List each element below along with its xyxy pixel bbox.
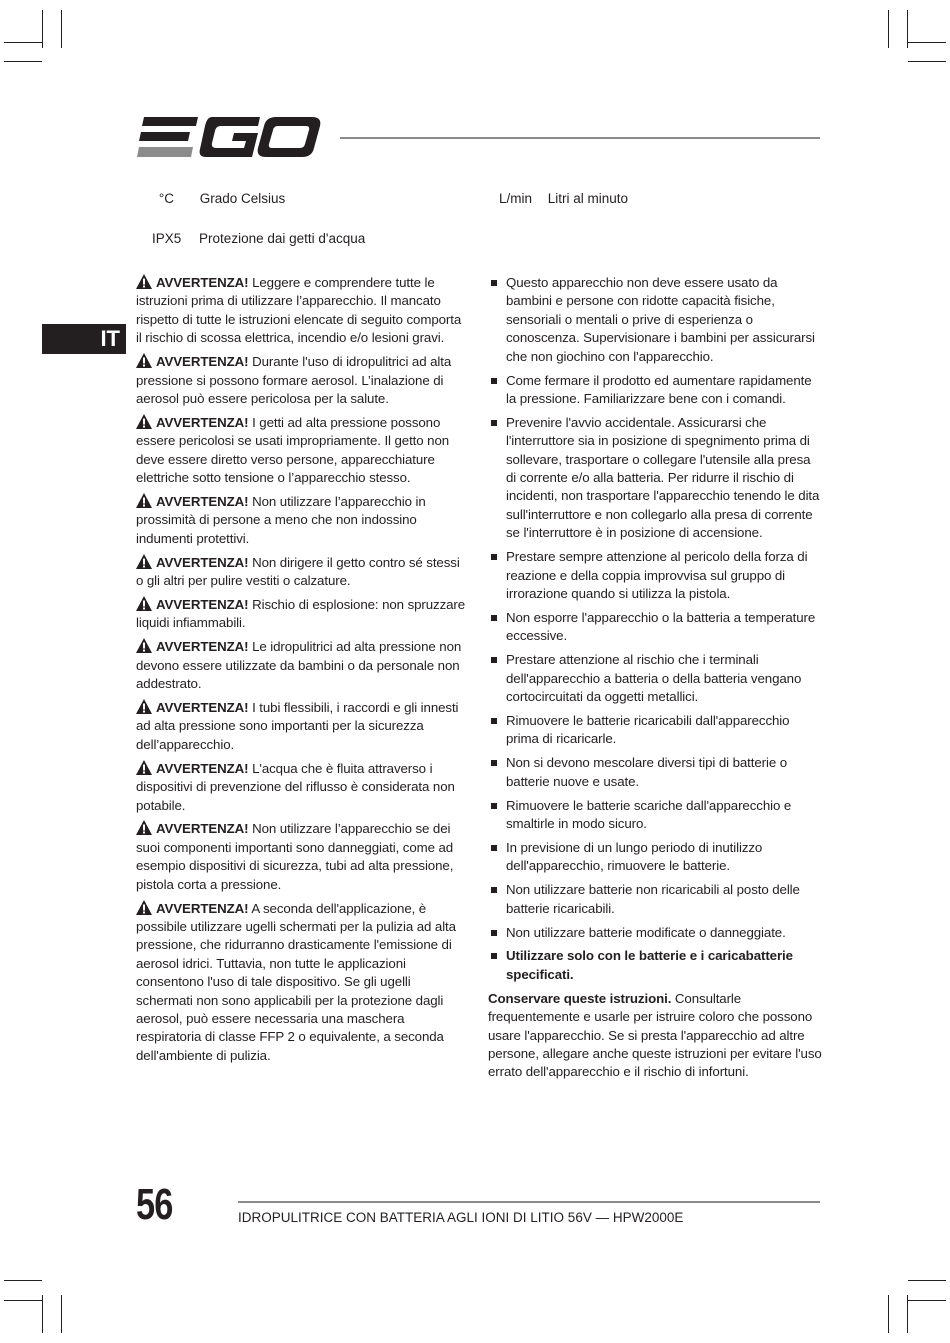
bullet-square-icon [491, 657, 497, 663]
list-item-text: Rimuovere le batterie scariche dall'apparecchio e smaltirle in modo sicuro. [506, 797, 792, 831]
list-item-text: Rimuovere le batterie ricaricabili dall'apparecchio prima di ricaricarle. [506, 712, 790, 747]
warning-triangle-icon [136, 274, 152, 289]
footer-title: IDROPULITRICE CON BATTERIA AGLI IONI DI LITIO 56V — HPW2000E [238, 1210, 684, 1225]
warning-label: AVVERTENZA! [156, 760, 249, 776]
warning-paragraph [136, 820, 469, 894]
warning-triangle-icon [136, 353, 152, 368]
crop-mark [4, 1300, 42, 1301]
bullet-square-icon [491, 845, 497, 851]
list-item [488, 651, 822, 706]
warning-paragraph [136, 554, 469, 591]
warning-text: I getti ad alta pressione possono essere pericolosi se usati impropriamente. Il getto non deve essere diretto verso persone, apparecchiature elettriche sotto tensione o l’apparecchio stesso. [136, 414, 450, 486]
list-item [488, 372, 822, 409]
symbol-code: °C [158, 191, 174, 206]
warning-text: L'acqua che è fluita attraverso i dispositivi di prevenzione del riflusso è considerata non potabile. [136, 760, 455, 813]
warnings-column [136, 274, 469, 1071]
symbol-litri [499, 191, 628, 207]
warning-label: AVVERTENZA! [156, 821, 249, 837]
crop-mark [908, 61, 946, 62]
warning-triangle-icon [136, 493, 152, 508]
list-item [488, 947, 822, 984]
list-item-text: Prestare sempre attenzione al pericolo della forza di reazione e della coppia improvvisa sul gruppo di irrorazione quando si utilizza la pistola. [506, 549, 808, 601]
warning-text: Rischio di esplosione: non spruzzare liquidi infiammabili. [136, 597, 466, 631]
crop-mark [908, 1300, 946, 1301]
crop-mark [61, 10, 62, 48]
warning-label: AVVERTENZA! [156, 639, 249, 655]
crop-mark [42, 10, 43, 48]
crop-mark [4, 61, 42, 62]
warning-label: AVVERTENZA! [156, 554, 249, 570]
bullet-square-icon [491, 378, 497, 384]
keep-instructions [488, 990, 822, 1082]
warning-label: AVVERTENZA! [156, 354, 249, 370]
warning-triangle-icon [136, 900, 152, 915]
warning-text: Le idropulitrici ad alta pressione non devono essere utilizzate da bambini o da personale non addestrato. [136, 639, 462, 692]
list-item [488, 548, 822, 603]
warning-triangle-icon [136, 699, 152, 714]
bullet-square-icon [491, 615, 497, 621]
warning-text: Durante l'uso di idropulitrici ad alta pressione si possono formare aerosol. L’inalazione di aerosol può essere pericolosa per la salute. [136, 354, 452, 406]
bullet-square-icon [491, 718, 497, 724]
warning-label: AVVERTENZA! [156, 900, 249, 916]
list-item [488, 609, 822, 646]
warning-label: AVVERTENZA! [156, 414, 249, 430]
language-tab: IT [42, 324, 126, 354]
warning-paragraph [136, 414, 469, 488]
list-item [488, 754, 822, 791]
safety-list-bold [488, 947, 822, 984]
footer-rule [238, 1201, 820, 1203]
warning-text: A seconda dell'applicazione, è possibile utilizzare ugelli schermati per la pulizia ad alta pressione, che ridurranno drasticamente l'emissione di aerosol idrici. Tuttavia, non tutte le applicazioni consentono l'uso di tale dispositivo. Se gli ugelli schermati non sono applicabili per la protezione dagli aerosol, può essere necessaria una maschera respiratoria di classe FFP 2 o equivalente, a seconda dell'ambiente di pulizia. [136, 900, 456, 1063]
warning-label: AVVERTENZA! [156, 597, 249, 612]
symbol-meaning: Litri al minuto [547, 191, 629, 206]
warning-paragraph [136, 900, 469, 1066]
warning-paragraph [136, 596, 469, 633]
symbol-meaning: Grado Celsius [199, 191, 286, 206]
warning-paragraph [136, 638, 469, 693]
bullet-square-icon [491, 930, 497, 936]
symbol-meaning: Protezione dai getti d'acqua [199, 231, 366, 246]
crop-mark [888, 1295, 889, 1333]
warning-triangle-icon [136, 596, 152, 611]
list-item [488, 839, 822, 876]
bullet-square-icon [491, 760, 497, 766]
warning-triangle-icon [136, 820, 152, 835]
warning-text: I tubi flessibili, i raccordi e gli innesti ad alta pressione sono importanti per la sicurezza dell’apparecchio. [136, 700, 459, 752]
list-item-text: Questo apparecchio non deve essere usato da bambini e persone con ridotte capacità fisiche, sensoriali o mentali o prive di esperienza o conoscenza. Supervisionare i bambini per assicurarsi che non giochino con l'apparecchio. [506, 275, 815, 364]
list-item-text: Non esporre l'apparecchio o la batteria a temperature eccessive. [506, 609, 816, 644]
symbol-code: L/min [499, 191, 533, 206]
warning-paragraph [136, 493, 469, 548]
keep-instructions-label: Conservare queste istruzioni. [488, 990, 672, 1006]
symbol-ipx5 [152, 231, 365, 247]
list-item-text: Non si devono mescolare diversi tipi di batterie o batterie nuove e usate. [506, 755, 788, 789]
warning-text: Non utilizzare l’apparecchio se dei suoi componenti importanti sono danneggiati, come ad esempio dispositivi di sicurezza, tubi ad alta pressione, pistola corta a pressione. [136, 821, 454, 892]
crop-mark [908, 1280, 946, 1281]
list-item [488, 414, 822, 543]
warning-label: AVVERTENZA! [156, 275, 249, 290]
warning-triangle-icon [136, 760, 152, 775]
bullet-square-icon [491, 554, 497, 560]
safety-list [488, 274, 822, 942]
bullet-square-icon [491, 280, 497, 286]
warning-paragraph [136, 353, 469, 408]
crop-mark [42, 1295, 43, 1333]
warning-paragraph [136, 274, 469, 348]
warning-triangle-icon [136, 638, 152, 653]
list-item [488, 712, 822, 749]
symbol-code: IPX5 [152, 231, 182, 246]
warning-paragraph [136, 699, 469, 754]
warning-label: AVVERTENZA! [156, 700, 249, 716]
list-item [488, 797, 822, 834]
safety-column [488, 274, 822, 1082]
list-item-text: In previsione di un lungo periodo di inutilizzo dell'apparecchio, rimuovere le batterie. [506, 839, 763, 874]
warning-paragraph [136, 760, 469, 815]
bullet-square-icon [491, 887, 497, 893]
warning-text: Non utilizzare l’apparecchio in prossimità di persone a meno che non indossino indumenti protettivi. [136, 493, 426, 546]
list-item-text: Prevenire l'avvio accidentale. Assicurarsi che l'interruttore sia in posizione di spegnimento prima di sollevare, trasportare o collegare l'utensile alla presa di corrente e/o alla batteria. Per ridurre il rischio di incidenti, non trasportare l'apparecchio tenendo le dita sull'interruttore e non collegarlo alla presa di corrente se l'interruttore è in posizione di accensione. [506, 414, 820, 541]
warning-label: AVVERTENZA! [156, 493, 249, 509]
list-item [488, 924, 822, 942]
list-item-text: Utilizzare solo con le batterie e i caricabatterie specificati. [506, 948, 793, 982]
bullet-square-icon [491, 803, 497, 809]
symbol-celsius [154, 191, 285, 207]
crop-mark [908, 42, 946, 43]
page-number: 56 [136, 1180, 173, 1229]
list-item-text: Prestare attenzione al rischio che i terminali dell'apparecchio a batteria o della batteria vengano cortocircuitati da oggetti metallici. [506, 652, 802, 705]
warning-text: Leggere e comprendere tutte le istruzioni prima di utilizzare l’apparecchio. Il mancato rispetto di tutte le istruzioni elencate di seguito comporta il rischio di scossa elettrica, incendio e/o lesioni gravi. [136, 275, 462, 346]
ego-logo [136, 117, 322, 159]
crop-mark [4, 1280, 42, 1281]
header-rule [340, 137, 820, 139]
crop-mark [4, 42, 42, 43]
bullet-square-icon [491, 953, 497, 959]
crop-mark [61, 1295, 62, 1333]
warning-text: Non dirigere il getto contro sé stessi o gli altri per pulire vestiti o calzature. [136, 554, 460, 589]
keep-instructions-text: Consultarle frequentemente e usarle per istruire coloro che possono usare l'apparecchio. Se si presta l'apparecchio ad altre persone, allegare anche queste istruzioni per evitare l'uso errato dell'apparecchio e il rischio di infortuni. [488, 990, 822, 1080]
list-item-text: Non utilizzare batterie modificate o danneggiate. [506, 924, 786, 940]
warning-triangle-icon [136, 554, 152, 569]
list-item-text: Come fermare il prodotto ed aumentare rapidamente la pressione. Familiarizzare bene con i comandi. [506, 372, 812, 406]
list-item [488, 881, 822, 918]
list-item-text: Non utilizzare batterie non ricaricabili al posto delle batterie ricaricabili. [506, 882, 800, 916]
warning-triangle-icon [136, 414, 152, 429]
crop-mark [888, 10, 889, 48]
list-item [488, 274, 822, 366]
bullet-square-icon [491, 420, 497, 426]
